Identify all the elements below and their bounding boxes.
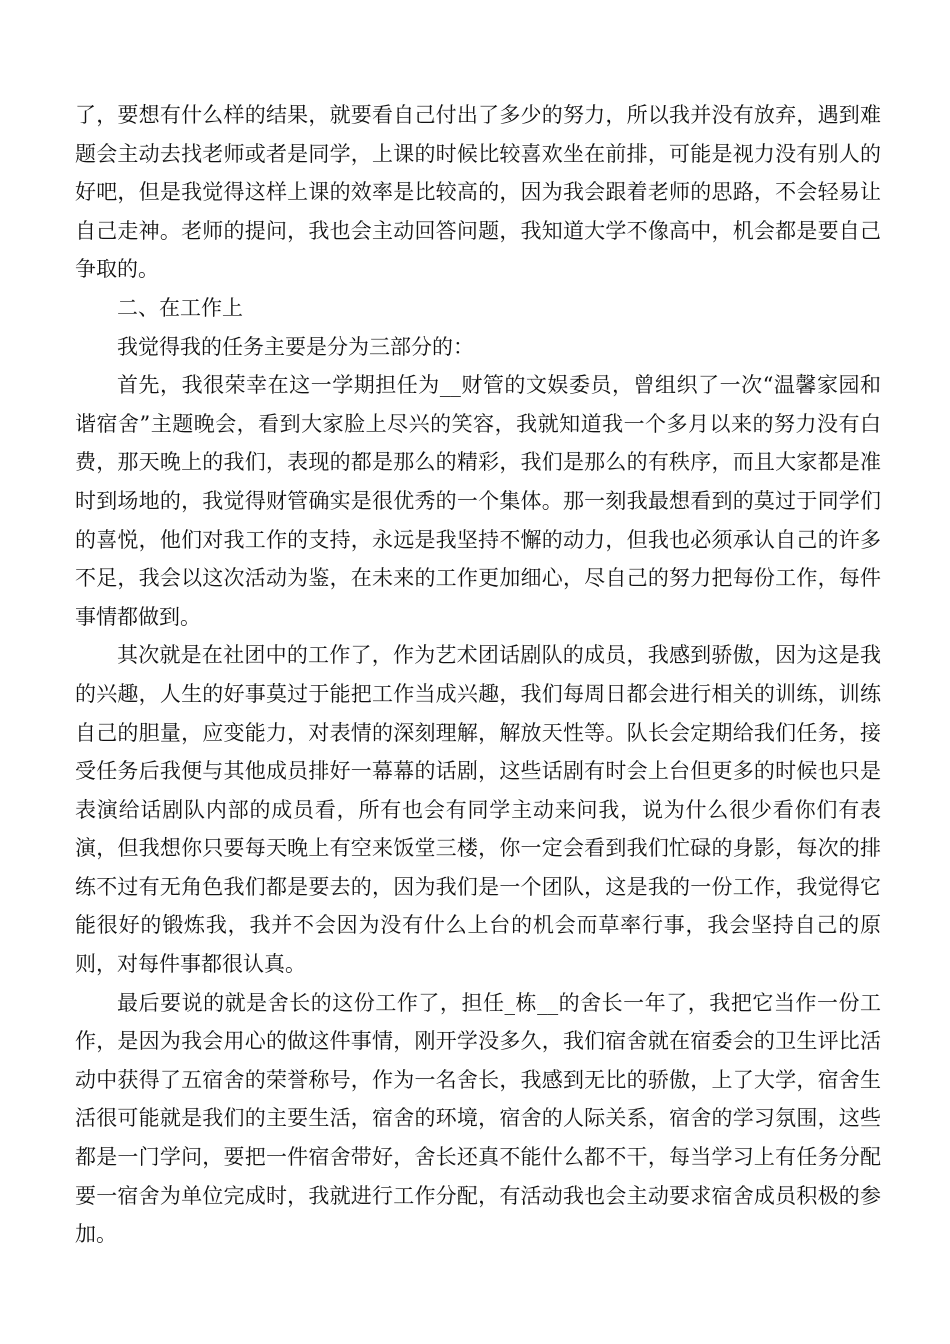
paragraph-second: 其次就是在社团中的工作了，作为艺术团话剧队的成员，我感到骄傲，因为这是我的兴趣，人生的好事莫过于能把工作当成兴趣，我们每周日都会进行相关的训练，训练自己的胆量，应变能力，对表情的深刻理解，解放天性等。队长会定期给我们任务，接受任务后我便与其他成员排好一幕幕的话剧，这些话剧有时会上台但更多的时候也只是表演给话剧队内部的成员看，所有也会有同学主动来问我，说为什么很少看你们有表演，但我想你只要每天晚上有空来饭堂三楼，你一定会看到我们忙碌的身影，每次的排练不过有无角色我们都是要去的，因为我们是一个团队，这是我的一份工作，我觉得它能很好的锻炼我，我并不会因为没有什么上台的机会而草率行事，我会坚持自己的原则，对每件事都很认真。 <box>75 643 881 977</box>
paragraph-continuation: 了，要想有什么样的结果，就要看自己付出了多少的努力，所以我并没有放弃，遇到难题会主动去找老师或者是同学，上课的时候比较喜欢坐在前排，可能是视力没有别人的好吧，但是我觉得这样上课的效率是比较高的，因为我会跟着老师的思路，不会轻易让自己走神。老师的提问，我也会主动回答问题，我知道大学不像高中，机会都是要自己争取的。 <box>75 103 881 282</box>
body-text <box>75 96 881 1254</box>
paragraph-first: 首先，我很荣幸在这一学期担任为__财管的文娱委员，曾组织了一次“温馨家园和谐宿舍”主题晚会，看到大家脸上尽兴的笑容，我就知道我一个多月以来的努力没有白费，那天晚上的我们，表现的都是那么的精彩，我们是那么的有秩序，而且大家都是准时到场地的，我觉得财管确实是很优秀的一个集体。那一刻我最想看到的莫过于同学们的喜悦，他们对我工作的支持，永远是我坚持不懈的动力，但我也必须承认自己的许多不足，我会以这次活动为鉴，在未来的工作更加细心，尽自己的努力把每份工作，每件事情都做到。 <box>75 373 881 629</box>
paragraph-last: 最后要说的就是舍长的这份工作了，担任_栋__的舍长一年了，我把它当作一份工作，是因为我会用心的做这件事情，刚开学没多久，我们宿舍就在宿委会的卫生评比活动中获得了五宿舍的荣誉称号，作为一名舍长，我感到无比的骄傲，上了大学，宿舍生活很可能就是我们的主要生活，宿舍的环境，宿舍的人际关系，宿舍的学习氛围，这些都是一门学问，要把一件宿舍带好，舍长还真不能什么都不干，每当学习上有任务分配要一宿舍为单位完成时，我就进行工作分配，有活动我也会主动要求宿舍成员积极的参加。 <box>75 990 881 1247</box>
section-heading: 二、在工作上 <box>117 295 243 320</box>
paragraph-intro: 我觉得我的任务主要是分为三部分的： <box>117 334 474 359</box>
